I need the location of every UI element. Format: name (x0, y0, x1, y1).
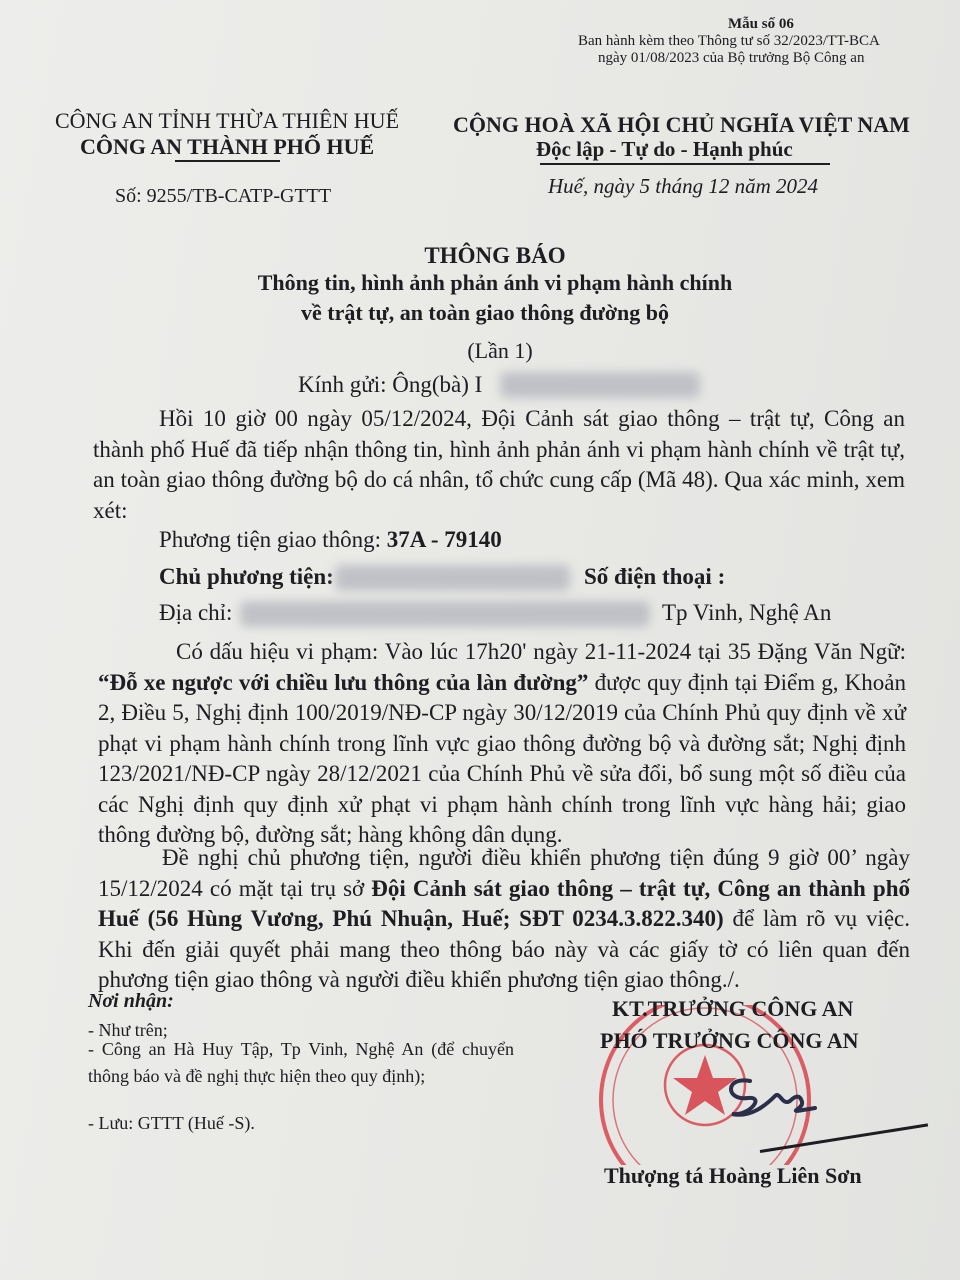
paragraph-receipt (93, 404, 905, 526)
form-number: Mẫu số 06 (728, 16, 794, 32)
request-text-2: để làm rõ vụ việc. Khi đến giải quyết phải mang theo thông báo này và các giấy tờ có liên quan đến phương tiện giao thông và người điều khiển phương tiện giao thông./. (98, 906, 910, 992)
request-location: Đội Cảnh sát giao thông – trật tự, Công an thành phố Huế (56 Hùng Vương, Phú Nhuận, Huế; SĐT 0234.3.822.340) (98, 875, 910, 931)
recipient-label: Kính gửi: Ông(bà) I (298, 372, 483, 397)
agency-underline (175, 160, 280, 162)
signature-title-2: PHÓ TRƯỞNG CÔNG AN (600, 1028, 859, 1053)
address-tail: Tp Vinh, Nghệ An (662, 600, 832, 625)
redacted-owner-name (335, 565, 570, 591)
notice-round: (Lần 1) (467, 338, 533, 363)
violation-name: “Đỗ xe ngược với chiều lưu thông của làn đường” (98, 669, 589, 695)
document-number: Số: 9255/TB-CATP-GTTT (115, 185, 332, 207)
agency-name: CÔNG AN THÀNH PHỐ HUẾ (80, 134, 375, 159)
vehicle-line (159, 527, 502, 553)
request-text-1: Đề nghị chủ phương tiện, người điều khiển phương tiện đúng 9 giờ 00’ ngày 15/12/2024 có mặt tại trụ sở (98, 845, 910, 901)
place-and-date: Huế, ngày 5 tháng 12 năm 2024 (548, 174, 819, 198)
recipient-item-3: - Lưu: GTTT (Huế -S). (88, 1113, 255, 1133)
motto-underline (540, 163, 830, 165)
country-name: CỘNG HOÀ XÃ HỘI CHỦ NGHĨA VIỆT NAM (453, 112, 910, 137)
signature-title-1: KT.TRƯỞNG CÔNG AN (612, 996, 854, 1021)
redacted-recipient-name (500, 372, 700, 398)
address-label: Địa chỉ: (159, 600, 233, 625)
recipients-heading: Nơi nhận: (88, 990, 174, 1012)
vehicle-label: Phương tiện giao thông: (159, 527, 387, 552)
owner-label: Chủ phương tiện: (159, 564, 334, 589)
violation-rest: được quy định tại Điểm g, Khoản 2, Điều 5, Nghị định 100/2019/NĐ-CP ngày 30/12/2019 của Chính Phủ quy định về xử phạt vi phạm hành chính trong lĩnh vực giao thông đường bộ và đường sắt; Nghị định 123/2021/NĐ-CP ngày 28/12/2021 của Chính Phủ về sửa đổi, bổ sung một số điều của các Nghị định quy định xử phạt vi phạm hành chính trong lĩnh vực hàng hải; giao thông đường bộ, đường sắt; hàng không dân dụng. (98, 669, 906, 847)
paragraph-receipt-text: Hồi 10 giờ 00 ngày 05/12/2024, Đội Cảnh sát giao thông – trật tự, Công an thành phố Huế đã tiếp nhận thông tin, hình ảnh phản ánh vi phạm hành chính về trật tự, an toàn giao thông đường bộ do cá nhân, tổ chức cung cấp (Mã 48). Qua xác minh, xem xét: (93, 406, 905, 523)
form-reference-line-2: ngày 01/08/2023 của Bộ trưởng Bộ Công an (598, 50, 865, 66)
document-subtitle-2: về trật tự, an toàn giao thông đường bộ (300, 300, 669, 325)
document-title: THÔNG BÁO (424, 243, 566, 268)
violation-intro: Có dấu hiệu vi phạm: Vào lúc 17h20' ngày 21-11-2024 tại 35 Đặng Văn Ngữ: (176, 639, 906, 664)
phone-label: Số điện thoại : (584, 564, 726, 589)
recipient-item-2: - Công an Hà Huy Tập, Tp Vinh, Nghệ An (để chuyển thông báo và đề nghị thực hiện theo quy định); (88, 1039, 514, 1086)
handwritten-signature (720, 1066, 840, 1126)
signer-name: Thượng tá Hoàng Liên Sơn (604, 1163, 862, 1188)
document-subtitle-1: Thông tin, hình ảnh phản ánh vi phạm hành chính (257, 270, 733, 295)
redacted-address (240, 601, 650, 627)
national-motto: Độc lập - Tự do - Hạnh phúc (536, 137, 793, 161)
paragraph-request (98, 843, 910, 996)
form-reference-line-1: Ban hành kèm theo Thông tư số 32/2023/TT-BCA (578, 33, 880, 49)
paragraph-violation (98, 637, 906, 851)
agency-parent: CÔNG AN TỈNH THỪA THIÊN HUẾ (55, 108, 400, 133)
recipient-item-1: - Như trên; (88, 1020, 168, 1040)
vehicle-plate: 37A - 79140 (386, 527, 502, 552)
